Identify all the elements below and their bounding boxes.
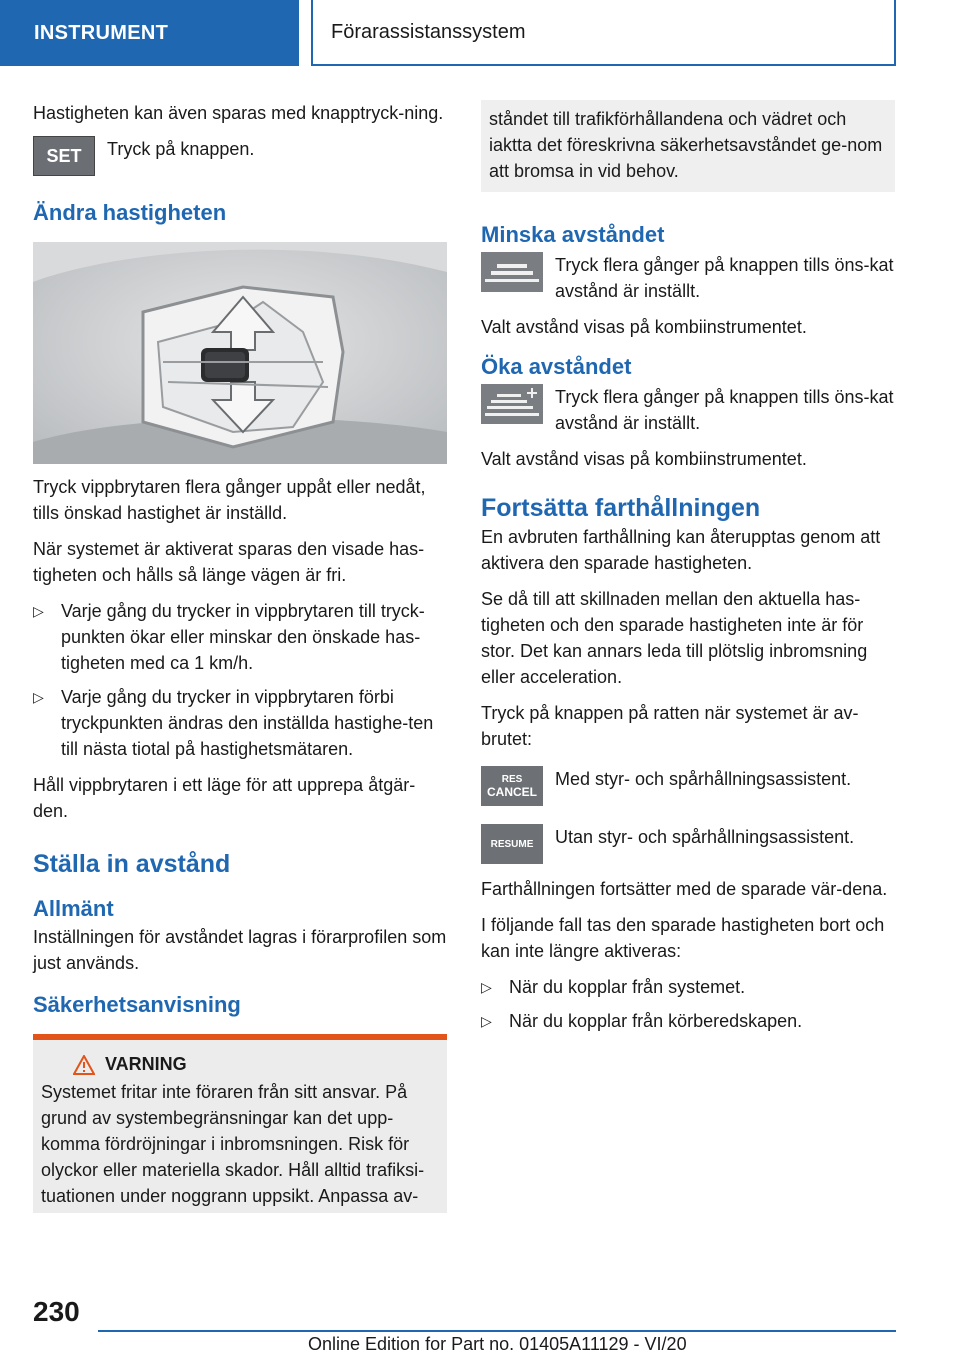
- list-item: ▷ Varje gång du trycker in vippbrytaren till tryck-punkten ökar eller minskar den önskade has-tigheten med ca 1 km/h.: [33, 598, 447, 676]
- chapter-title: Förarassistanssystem: [331, 20, 526, 43]
- warning-box: [33, 1034, 447, 1213]
- heading-decrease-distance: Minska avståndet: [481, 222, 665, 247]
- list-item: ▷ När du kopplar från systemet.: [481, 974, 895, 1000]
- distance-decrease-icon: [481, 252, 543, 292]
- page-number: 230: [33, 1296, 80, 1327]
- bullet-list-cleared: [481, 974, 895, 1034]
- right-column: [481, 100, 895, 1044]
- paragraph-profile: Inställningen för avståndet lagras i förarprofilen som just används.: [33, 927, 447, 973]
- set-button-icon: SET: [33, 136, 95, 176]
- list-item: ▷ Varje gång du trycker in vippbrytaren förbi tryckpunkten ändras den inställda hastighe-ten till nästa tiotal på hastighetsmätaren.: [33, 684, 447, 762]
- decrease-instruction: Tryck flera gånger på knappen tills öns-kat avstånd är inställt.: [555, 255, 894, 301]
- warning-continuation-text: ståndet till trafikförhållandena och vädret och iaktta det föreskrivna säkerhetsavståndet ge-nom att bromsa in vid behov.: [489, 109, 883, 181]
- section-tab: [0, 0, 299, 66]
- left-column: [33, 100, 447, 1213]
- triangle-bullet-icon: ▷: [33, 603, 44, 619]
- resume-text: Utan styr- och spårhållningsassistent.: [555, 827, 855, 847]
- triangle-bullet-icon: ▷: [481, 1013, 492, 1029]
- decrease-result: Valt avstånd visas på kombiinstrumentet.: [481, 317, 807, 337]
- distance-increase-icon: [481, 384, 543, 424]
- warning-text: Systemet fritar inte föraren från sitt ansvar. På grund av systembegränsningar kan det upp-komma fördröjningar i inbromsningen. Risk för olyckor eller materiella skador. Håll alltid trafiksi-tuationen under noggrann uppsikt. Anpassa av-: [41, 1082, 425, 1206]
- paragraph-cleared: I följande fall tas den sparade hastigheten bort och kan inte längre aktiveras:: [481, 915, 885, 961]
- list-item: ▷ När du kopplar från körberedskapen.: [481, 1008, 895, 1034]
- intro-paragraph: Hastigheten kan även sparas med knapptryck-ning.: [33, 103, 444, 123]
- set-button-row: [33, 136, 447, 176]
- res-cancel-row: [481, 766, 895, 806]
- triangle-bullet-icon: ▷: [33, 689, 44, 705]
- bullet-list-speed: [33, 598, 447, 762]
- paragraph-speed-diff: Se då till att skillnaden mellan den aktuella has-tigheten och den sparade hastigheten inte är för stor. Det kan annars leda till plötslig inbromsning eller acceleration.: [481, 589, 868, 687]
- resume-row: [481, 824, 895, 864]
- increase-result: Valt avstånd visas på kombiinstrumentet.: [481, 449, 807, 469]
- heading-general: Allmänt: [33, 896, 114, 921]
- heading-safety: Säkerhetsanvisning: [33, 992, 241, 1017]
- triangle-bullet-icon: ▷: [481, 979, 492, 995]
- paragraph-system-active: När systemet är aktiverat sparas den visade has-tigheten och hålls så länge vägen är fri.: [33, 539, 425, 585]
- heading-increase-distance: Öka avståndet: [481, 354, 632, 379]
- increase-row: [481, 384, 895, 436]
- paragraph-resume: En avbruten farthållning kan återupptas genom att aktivera den sparade hastigheten.: [481, 527, 881, 573]
- footer-divider: [98, 1330, 896, 1332]
- chapter-header: [311, 0, 896, 66]
- increase-instruction: Tryck flera gånger på knappen tills öns-kat avstånd är inställt.: [555, 387, 894, 433]
- warning-header: [73, 1054, 439, 1075]
- paragraph-press-wheel: Tryck på knappen på ratten när systemet är av-brutet:: [481, 703, 859, 749]
- res-cancel-text: Med styr- och spårhållningsassistent.: [555, 769, 852, 789]
- heading-change-speed: Ändra hastigheten: [33, 200, 227, 225]
- heading-continue-cruise: Fortsätta farthållningen: [481, 494, 761, 522]
- heading-set-distance: Ställa in avstånd: [33, 850, 231, 878]
- edition-text: Online Edition for Part no. 01405A11129 - VI/20: [308, 1334, 687, 1354]
- warning-triangle-icon: [73, 1055, 95, 1075]
- decrease-row: [481, 252, 895, 304]
- paragraph-press-switch: Tryck vippbrytaren flera gånger uppåt eller nedåt, tills önskad hastighet är inställd.: [33, 477, 426, 523]
- resume-button-icon: RESUME: [481, 824, 543, 864]
- warning-continuation: [481, 100, 895, 192]
- paragraph-continues: Farthållningen fortsätter med de sparade vär-dena.: [481, 879, 888, 899]
- res-cancel-button-icon: RES CANCEL: [481, 766, 543, 806]
- steering-wheel-switch-photo: [33, 242, 447, 464]
- warning-title: VARNING: [105, 1054, 187, 1074]
- section-title: INSTRUMENT: [34, 21, 169, 44]
- paragraph-hold-switch: Håll vippbrytaren i ett läge för att upprepa åtgär-den.: [33, 775, 416, 821]
- set-instruction: Tryck på knappen.: [107, 139, 255, 159]
